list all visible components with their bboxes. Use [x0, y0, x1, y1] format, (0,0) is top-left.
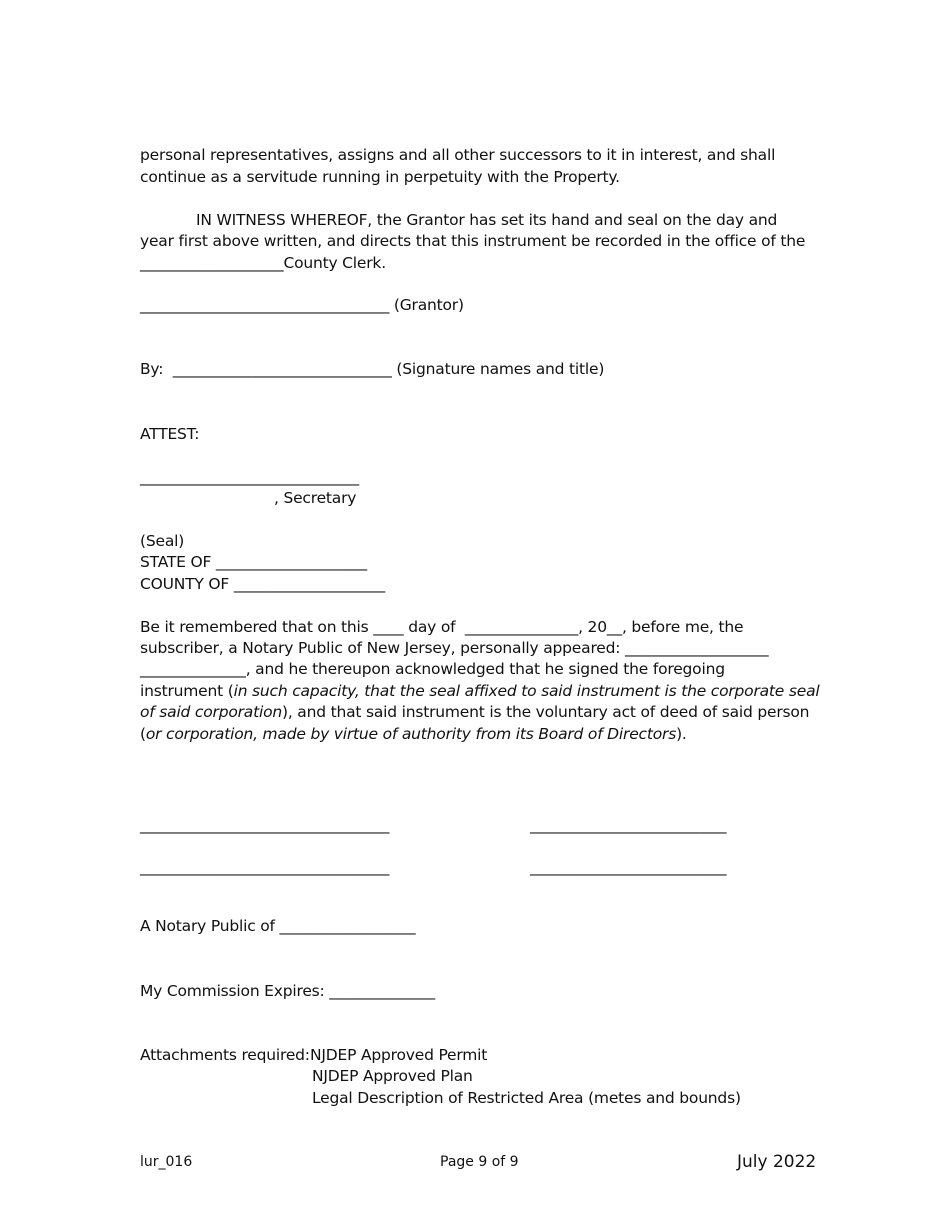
attachments-label: Attachments required:: [140, 1046, 310, 1064]
county-of-line: COUNTY OF ____________________: [140, 575, 385, 593]
acknowledgment-line-4: instrument (in such capacity, that the seal affixed to said instrument is the corporate seal: [140, 682, 820, 700]
acknowledgment-line-3: ______________, and he thereupon acknowledged that he signed the foregoing: [140, 660, 725, 678]
acknowledgment-line-1: Be it remembered that on this ____ day of _______________, 20__, before me, the: [140, 618, 744, 636]
footer-form-id: lur_016: [140, 1154, 193, 1170]
seal-label: (Seal): [140, 532, 185, 550]
continuation-line-1: personal representatives, assigns and all other successors to it in interest, and shall: [140, 146, 776, 164]
notary-signature-line-right-2: __________________________: [530, 858, 727, 876]
attest-label: ATTEST:: [140, 425, 200, 443]
commission-expires-line: My Commission Expires: ______________: [140, 982, 435, 1000]
secretary-label: , Secretary: [274, 489, 357, 507]
attest-signature-line: _____________________________: [140, 468, 359, 486]
footer-date: July 2022: [737, 1152, 817, 1172]
notary-public-line: A Notary Public of __________________: [140, 917, 416, 935]
footer-page-number: Page 9 of 9: [440, 1154, 519, 1170]
notary-signature-line-left-2: _________________________________: [140, 858, 390, 876]
attachment-item: NJDEP Approved Permit: [310, 1046, 488, 1064]
state-of-line: STATE OF ____________________: [140, 553, 367, 571]
witness-line-1: IN WITNESS WHEREOF, the Grantor has set its hand and seal on the day and: [196, 211, 778, 229]
notary-signature-line-right-1: __________________________: [530, 816, 727, 834]
attachment-item: NJDEP Approved Plan: [312, 1067, 473, 1085]
witness-line-2: year first above written, and directs that this instrument be recorded in the office of the: [140, 232, 806, 250]
notary-signature-line-left-1: _________________________________: [140, 816, 390, 834]
grantor-signature-line: _________________________________ (Grantor): [140, 296, 464, 314]
acknowledgment-line-2: subscriber, a Notary Public of New Jersey, personally appeared: ___________________: [140, 639, 769, 657]
acknowledgment-line-5: of said corporation), and that said instrument is the voluntary act of deed of said person: [140, 703, 810, 721]
witness-line-3: ___________________County Clerk.: [140, 254, 386, 272]
continuation-line-2: continue as a servitude running in perpetuity with the Property.: [140, 168, 620, 186]
acknowledgment-line-6: (or corporation, made by virtue of authority from its Board of Directors).: [140, 725, 687, 743]
by-signature-line: By: _____________________________ (Signature names and title): [140, 360, 605, 378]
attachment-item: Legal Description of Restricted Area (metes and bounds): [312, 1089, 741, 1107]
